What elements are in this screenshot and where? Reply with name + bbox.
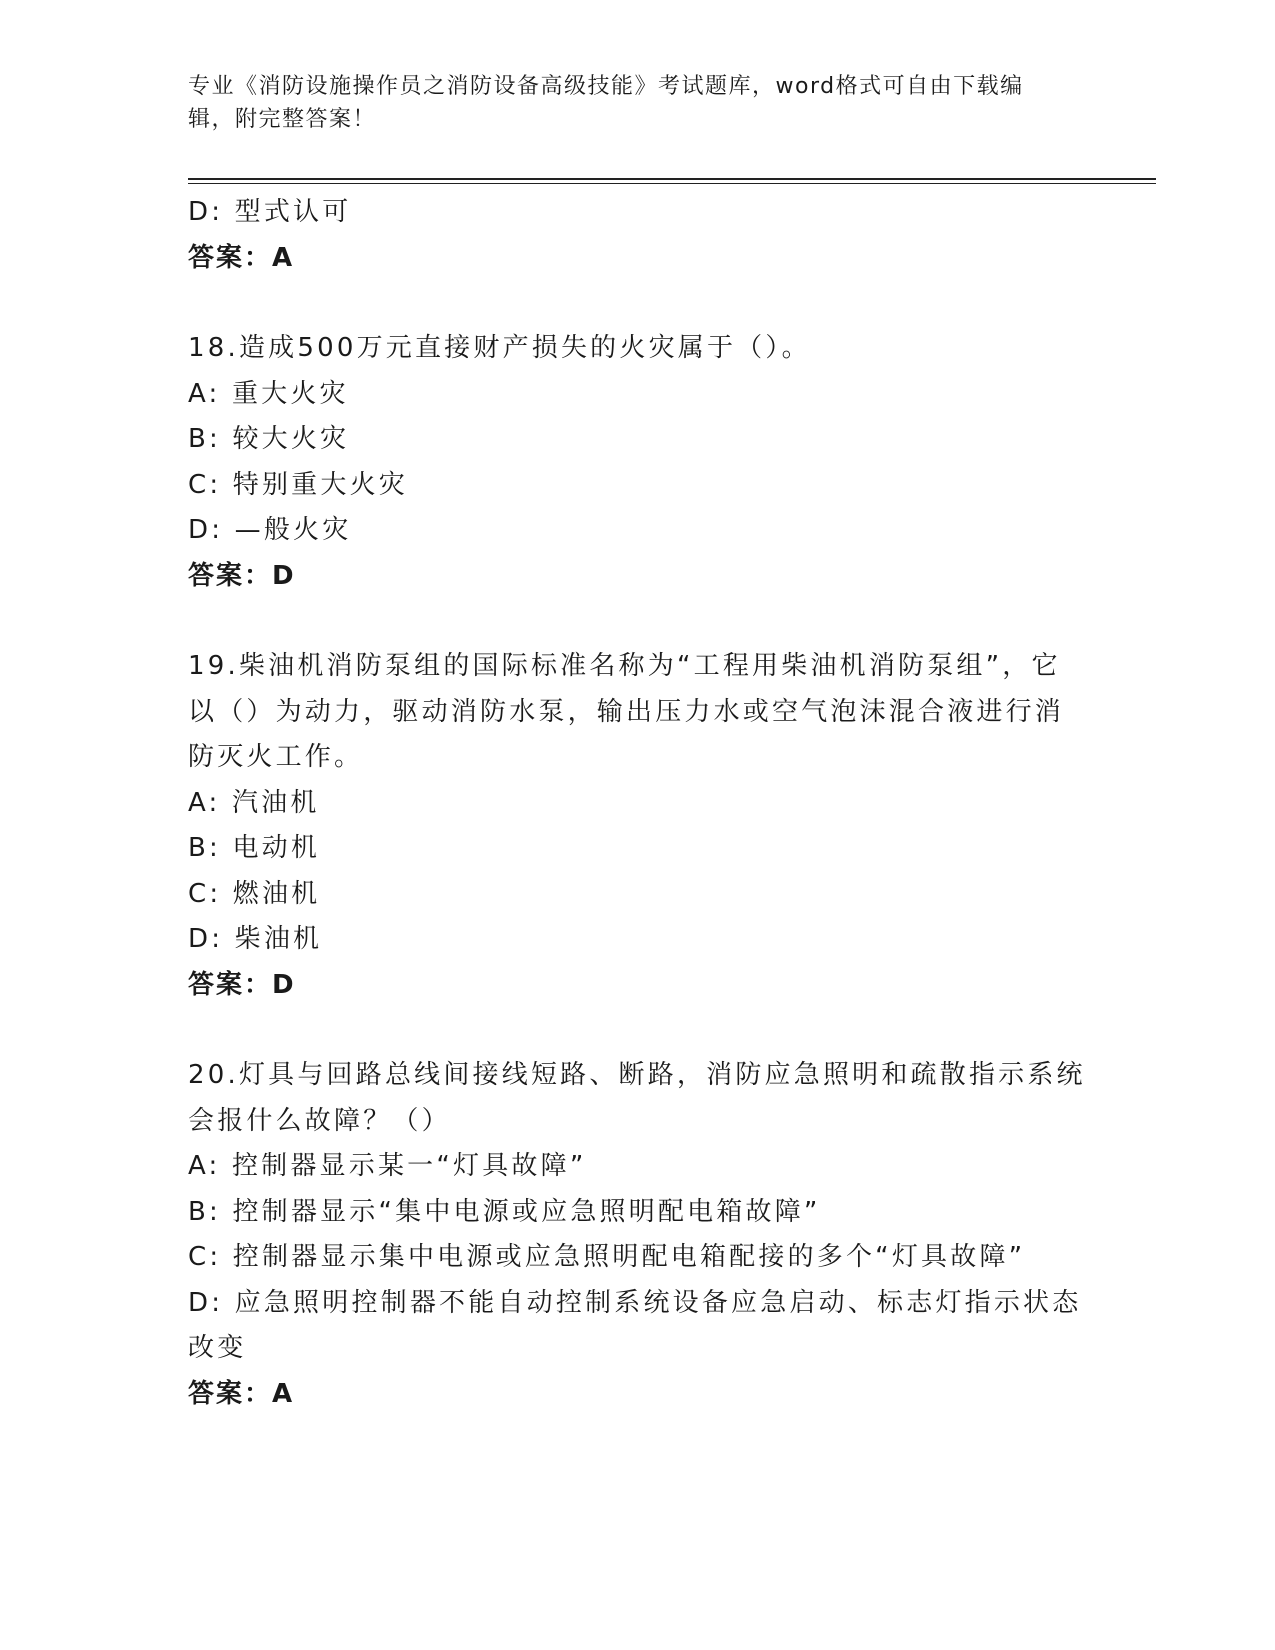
option-a: A: 控制器显示某一“灯具故障” — [188, 1151, 587, 1181]
question-19 — [188, 644, 1088, 1008]
previous-question-tail — [188, 190, 1088, 281]
option-a: A: 重大火灾 — [188, 378, 349, 409]
question-list — [188, 190, 1088, 1417]
question-20 — [188, 1053, 1088, 1417]
answer-line: 答案：D — [188, 560, 296, 591]
question-stem-line-1: 20.灯具与回路总线间接线短路、断路，消防应急照明和疏散指示系统 — [188, 1060, 1086, 1090]
option-b: B: 控制器显示“集中电源或应急照明配电箱故障” — [188, 1196, 821, 1227]
question-stem-line-2: 以（）为动力，驱动消防水泵，输出压力水或空气泡沫混合液进行消 — [188, 696, 1065, 727]
option-d-line-1: D: 应急照明控制器不能自动控制系统设备应急启动、标志灯指示状态 — [188, 1287, 1082, 1318]
option-d: D: 型式认可 — [188, 197, 352, 227]
document-header — [188, 70, 1068, 136]
answer-line: 答案：A — [188, 1378, 295, 1409]
header-line-2: 辑，附完整答案！ — [188, 107, 377, 132]
header-divider-thick — [188, 178, 1156, 180]
answer-line: 答案：D — [188, 969, 296, 1000]
question-stem-line-2: 会报什么故障？（） — [188, 1105, 451, 1136]
option-c: C: 控制器显示集中电源或应急照明配电箱配接的多个“灯具故障” — [188, 1242, 1026, 1272]
option-d-line-2: 改变 — [188, 1333, 247, 1363]
option-b: B: 较大火灾 — [188, 424, 350, 454]
question-stem-line-1: 19.柴油机消防泵组的国际标准名称为“工程用柴油机消防泵组”，它 — [188, 651, 1061, 681]
option-d: D: —般火灾 — [188, 515, 352, 545]
question-stem: 18.造成500万元直接财产损失的火灾属于（）。 — [188, 333, 811, 363]
option-d: D: 柴油机 — [188, 924, 323, 954]
option-c: C: 特别重大火灾 — [188, 469, 408, 500]
question-stem-line-3: 防灭火工作。 — [188, 742, 364, 772]
option-b: B: 电动机 — [188, 833, 321, 863]
option-a: A: 汽油机 — [188, 787, 320, 818]
header-line-1: 专业《消防设施操作员之消防设备高级技能》考试题库，word格式可自由下载编 — [188, 74, 1024, 99]
question-18 — [188, 326, 1088, 599]
option-c: C: 燃油机 — [188, 878, 321, 909]
header-divider-thin — [188, 183, 1156, 184]
answer-line: 答案：A — [188, 242, 295, 273]
